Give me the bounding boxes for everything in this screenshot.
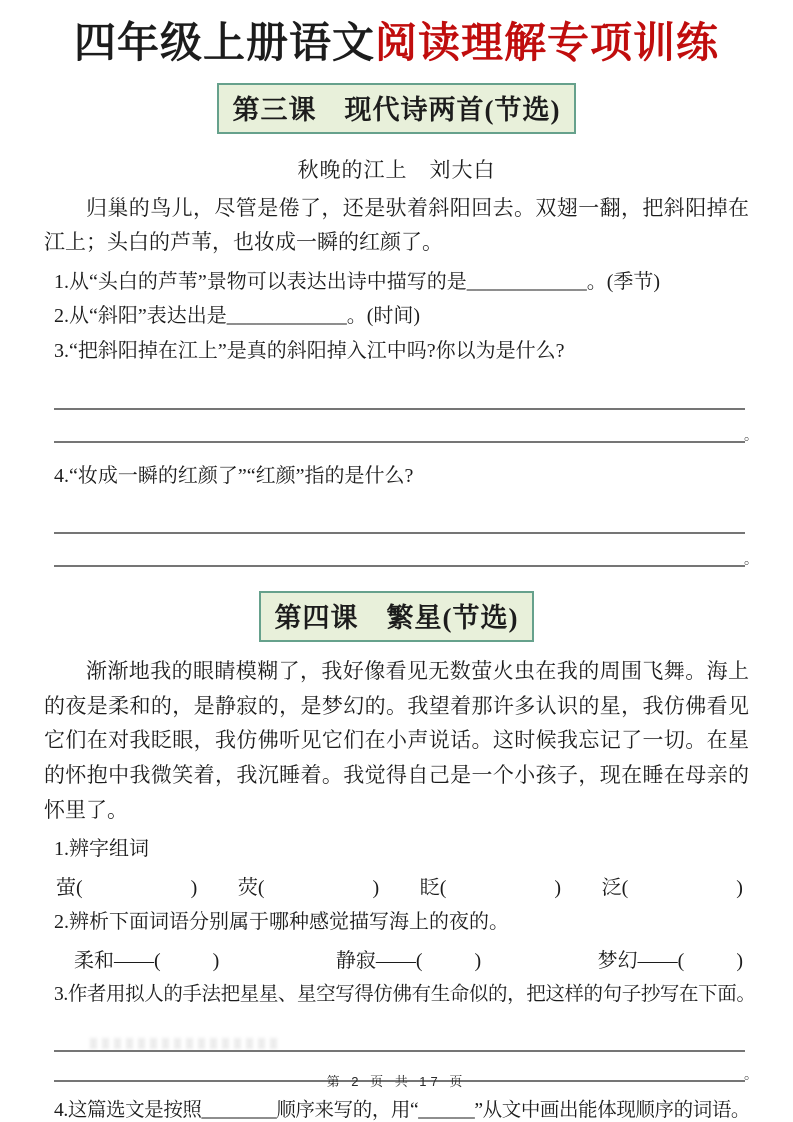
word-char: 梦幻 <box>597 949 638 972</box>
dash: —— <box>375 949 416 972</box>
word-char: 萤 <box>56 876 76 899</box>
watermark-smudge <box>90 1038 280 1049</box>
word-blank-item <box>56 874 197 902</box>
lesson3-question-1: 1.从“头白的芦苇”景物可以表达出诗中描写的是____________。(季节) <box>54 270 661 293</box>
lesson4-question-3: 3.作者用拟人的手法把星星、星空写得仿佛有生命似的，把这样的句子抄写在下面。 <box>54 983 756 1005</box>
lesson4-header-box <box>259 591 535 642</box>
lesson3-passage: 归巢的鸟儿，尽管是倦了，还是驮着斜阳回去。双翅一翻，把斜阳掉在江上；头白的芦苇，也妆成一瞬的红颜了。 <box>44 195 749 255</box>
bracket-open: ( <box>257 876 265 899</box>
lesson3-question-3: 3.“把斜阳掉在江上”是真的斜阳掉入江中吗?你以为是什么? <box>54 339 565 362</box>
word-blank-item <box>602 874 743 902</box>
word-char: 静寂 <box>335 949 376 972</box>
page-content <box>0 18 793 1122</box>
page-title-black: 四年级上册语文 <box>73 21 375 67</box>
bracket-open: ( <box>76 876 83 899</box>
bracket-open: ( <box>621 876 629 899</box>
bracket-close: ) <box>212 949 220 972</box>
page-title-red: 阅读理解专项训练 <box>375 21 720 67</box>
bracket-open: ( <box>677 949 685 972</box>
lesson4-question-2: 2.辨析下面词语分别属于哪种感觉描写海上的夜的。 <box>54 910 509 933</box>
word-char: 泛 <box>601 876 622 899</box>
char-word-blank-row <box>44 874 749 902</box>
page-number: 第 2 页 共 17 页 <box>326 1074 467 1089</box>
feel-word-blank-row <box>44 947 749 975</box>
answer-line <box>54 553 758 569</box>
word-char: 柔和 <box>74 949 114 972</box>
lesson4-passage: 渐渐地我的眼睛模糊了，我好像看见无数萤火虫在我的周围飞舞。海上的夜是柔和的，是静寂的，是梦幻的。我望着那许多认识的星，我仿佛看见它们在对我眨眼，我仿佛听见它们在小声说话。这时候我忘记了一切。在星的怀抱中我微笑着，我沉睡着。我觉得自己是一个小孩子，现在睡在母亲的怀里了。 <box>44 659 749 822</box>
word-blank-item <box>336 947 481 975</box>
bracket-close: ) <box>736 949 743 972</box>
bracket-close: ) <box>474 949 482 972</box>
word-blank-item <box>420 874 561 902</box>
page-title <box>44 18 749 71</box>
lesson3-question-2: 2.从“斜阳”表达出是____________。(时间) <box>54 305 421 328</box>
bracket-close: ) <box>736 876 743 899</box>
bracket-open: ( <box>439 876 447 899</box>
lesson4-question-4: 4.这篇选文是按照________顺序来写的，用“______”从文中画出能体现顺序的词语。 <box>54 1100 751 1122</box>
answer-line <box>54 532 745 534</box>
bracket-close: ) <box>554 876 562 899</box>
word-blank-item <box>238 874 379 902</box>
bracket-open: ( <box>415 949 423 972</box>
word-char: 荧 <box>237 876 258 899</box>
answer-line <box>54 1050 745 1052</box>
dash: —— <box>637 949 678 972</box>
lesson3-header-label: 第三课 现代诗两首(节选) <box>232 94 561 125</box>
bracket-close: ) <box>190 876 198 899</box>
period-mark: 。 <box>744 1068 758 1084</box>
period-mark: 。 <box>744 428 758 444</box>
bracket-open: ( <box>154 949 161 972</box>
word-blank-item <box>74 947 219 975</box>
poem-title: 秋晚的江上 刘大白 <box>297 157 496 182</box>
word-blank-item <box>598 947 743 975</box>
period-mark: 。 <box>744 553 758 569</box>
lesson4-header-label: 第四课 繁星(节选) <box>274 603 519 634</box>
lesson3-question-4: 4.“妆成一瞬的红颜了”“红颜”指的是什么? <box>54 464 414 487</box>
bracket-close: ) <box>372 876 380 899</box>
word-char: 眨 <box>419 876 440 899</box>
lesson4-question-1: 1.辨字组词 <box>54 838 149 861</box>
answer-line <box>54 408 745 410</box>
dash: —— <box>114 949 154 972</box>
answer-line <box>54 428 758 444</box>
lesson3-header-box <box>217 83 577 134</box>
